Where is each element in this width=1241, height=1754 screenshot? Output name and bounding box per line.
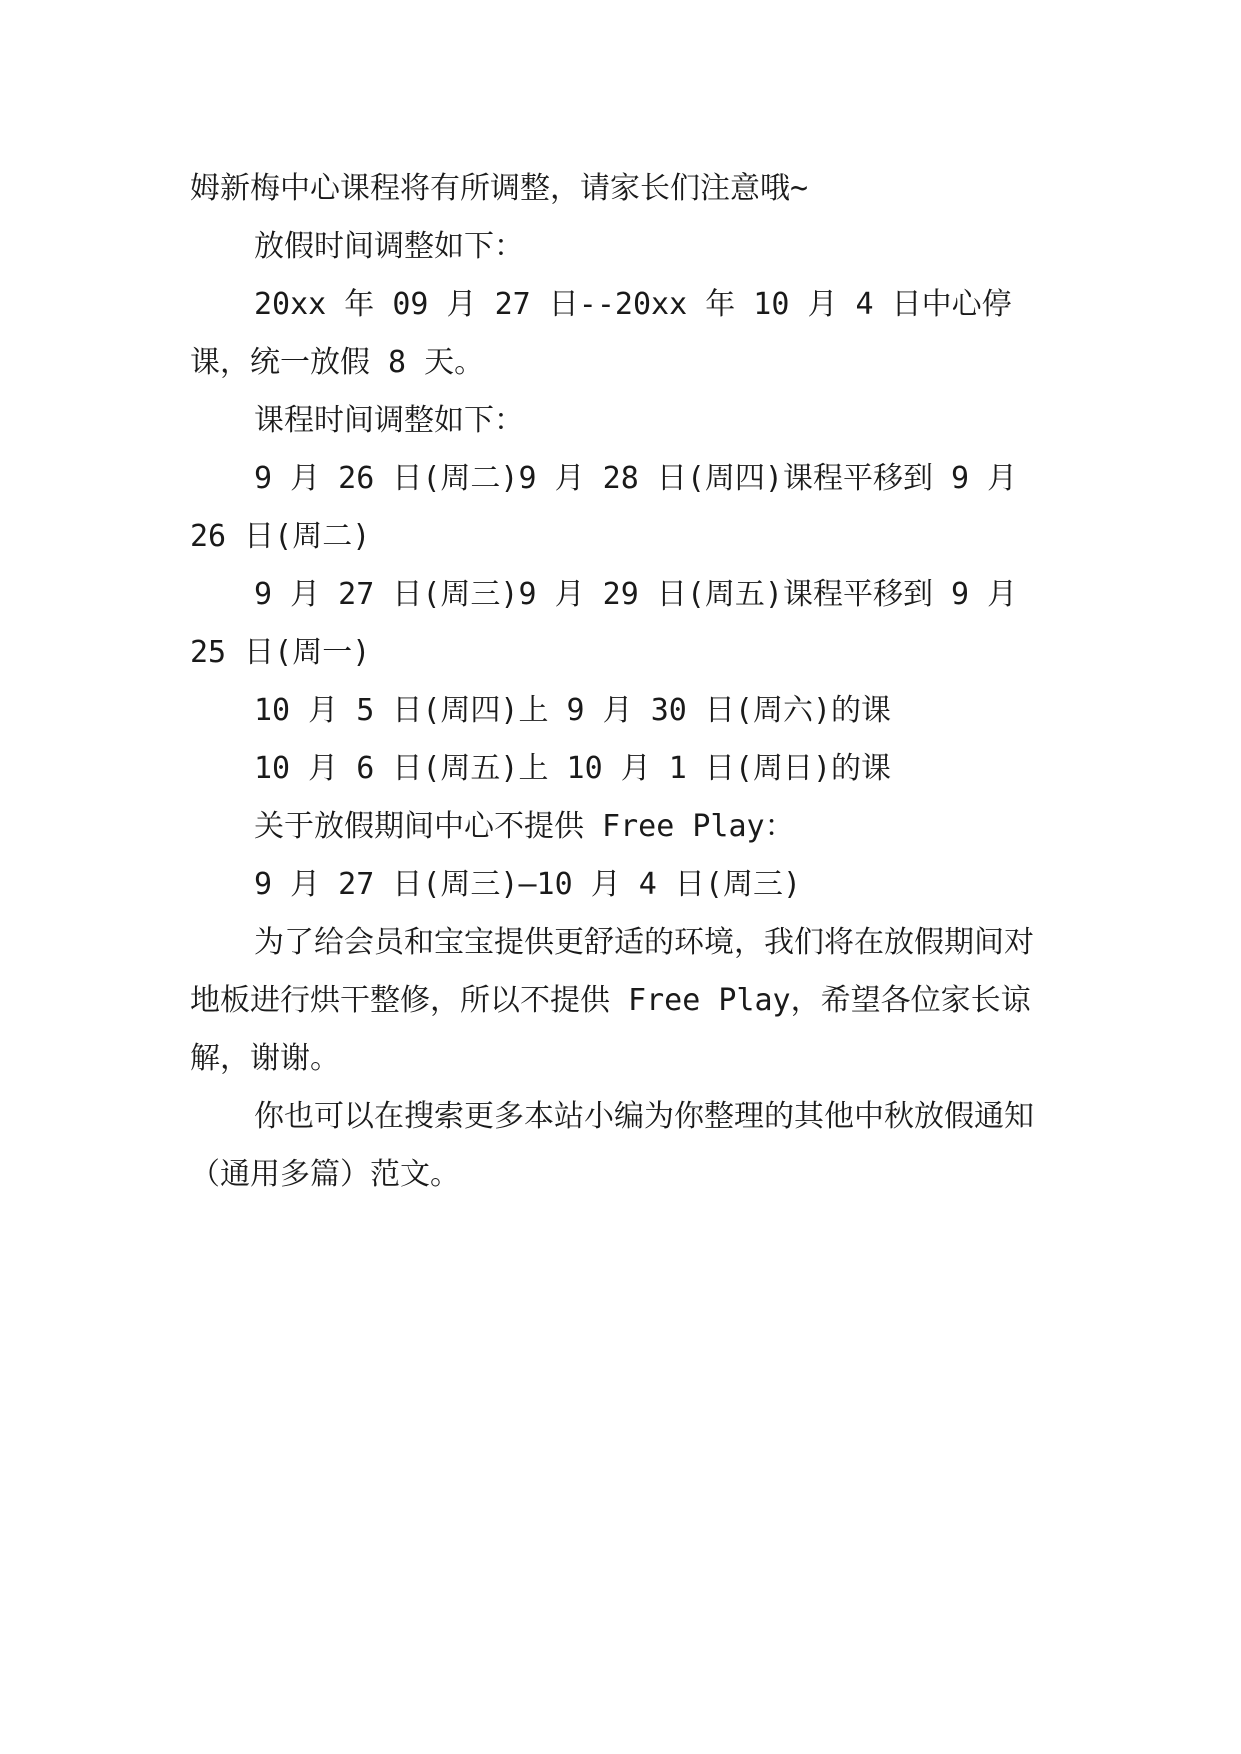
paragraph-course-heading: 课程时间调整如下：: [254, 403, 524, 438]
document-body: [190, 160, 1052, 1204]
paragraph-freeplay-dates: 9 月 27 日(周三)—10 月 4 日(周三): [254, 867, 802, 902]
paragraph-holiday-heading: 放假时间调整如下：: [254, 229, 524, 264]
paragraph-holiday-dates: 20xx 年 09 月 27 日--20xx 年 10 月 4 日中心停课，统一放假 8 天。: [190, 287, 1012, 380]
paragraph-makeup-1: 10 月 5 日(周四)上 9 月 30 日(周六)的课: [254, 693, 892, 728]
paragraph-freeplay-heading: 关于放假期间中心不提供 Free Play：: [254, 809, 795, 844]
paragraph-course-shift-2: 9 月 27 日(周三)9 月 29 日(周五)课程平移到 9 月 25 日(周一): [190, 577, 1018, 670]
paragraph-closing: 你也可以在搜索更多本站小编为你整理的其他中秋放假通知（通用多篇）范文。: [190, 1099, 1034, 1192]
paragraph-intro: 姆新梅中心课程将有所调整，请家长们注意哦~: [190, 171, 809, 206]
paragraph-course-shift-1: 9 月 26 日(周二)9 月 28 日(周四)课程平移到 9 月 26 日(周二): [190, 461, 1018, 554]
paragraph-freeplay-reason: 为了给会员和宝宝提供更舒适的环境，我们将在放假期间对地板进行烘干整修，所以不提供 Free Play，希望各位家长谅解，谢谢。: [190, 925, 1034, 1076]
paragraph-makeup-2: 10 月 6 日(周五)上 10 月 1 日(周日)的课: [254, 751, 892, 786]
